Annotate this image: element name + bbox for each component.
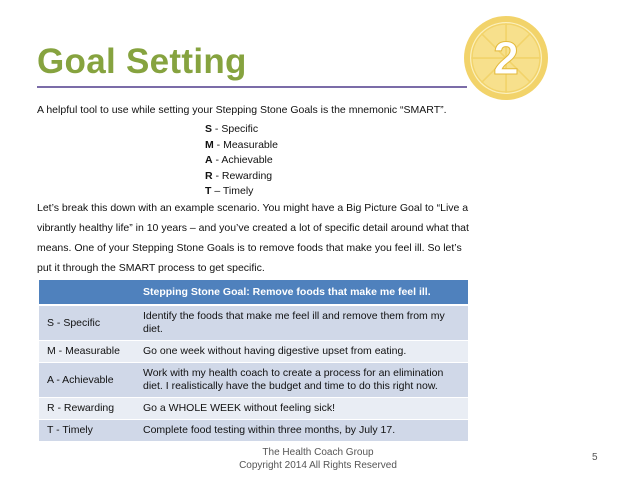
smart-goal-table [39,280,468,441]
table-row [39,363,468,398]
smart-meaning: - Measurable [213,138,278,151]
smart-item-s [205,122,278,138]
intro-text: A helpful tool to use while setting your Stepping Stone Goals is the mnemonic “SMART”. [37,104,447,116]
row-label: R - Rewarding [39,398,135,420]
scenario-line: Let’s break this down with an example scenario. You might have a Big Picture Goal to “Live a [37,202,469,214]
page-number: 5 [592,452,598,463]
table-header: Stepping Stone Goal: Remove foods that make me feel ill. [135,280,468,305]
footer-copyright: Copyright 2014 All Rights Reserved [239,460,397,471]
scenario-line: means. One of your Stepping Stone Goals is to remove foods that make you feel ill. So let’s [37,242,462,254]
table-row [39,398,468,420]
row-label: T - Timely [39,420,135,442]
table-row [39,341,468,363]
title-underline [37,86,467,88]
row-label: A - Achievable [39,363,135,398]
smart-letter: S [205,123,213,135]
smart-meaning: - Rewarding [212,169,273,182]
smart-item-r [205,169,278,185]
row-value: Work with my health coach to create a process for an elimination diet. I realistically have the budget and time to do this right now. [135,363,468,398]
smart-item-a [205,153,278,169]
scenario-paragraph [37,198,489,278]
smart-list [205,122,278,200]
smart-letter: T [205,185,212,197]
row-value: Go one week without having digestive upset from eating. [135,341,468,363]
row-value: Go a WHOLE WEEK without feeling sick! [135,398,468,420]
scenario-line: vibrantly healthy life” in 10 years – and you’ve created a lot of specific detail around what that [37,222,469,234]
smart-letter: A [205,154,213,166]
row-value: Complete food testing within three months, by July 17. [135,420,468,442]
row-label: M - Measurable [39,341,135,363]
smart-meaning: - Specific [212,123,259,135]
smart-letter: R [205,169,213,182]
smart-item-m [205,138,278,154]
table-header-row [39,280,468,305]
footer-company: The Health Coach Group [262,447,374,458]
badge-number: 2 [493,32,519,84]
footer [200,446,436,472]
scenario-line: put it through the SMART process to get specific. [37,262,265,274]
row-label: S - Specific [39,305,135,341]
smart-meaning: – Timely [211,185,254,197]
lemon-slice-badge-icon [462,14,550,102]
table-header-spacer [39,280,135,305]
smart-letter: M [205,138,214,151]
table-row [39,305,468,341]
smart-meaning: - Achievable [212,154,273,166]
table-row [39,420,468,442]
page-title: Goal Setting [37,42,247,81]
row-value: Identify the foods that make me feel ill and remove them from my diet. [135,305,468,341]
